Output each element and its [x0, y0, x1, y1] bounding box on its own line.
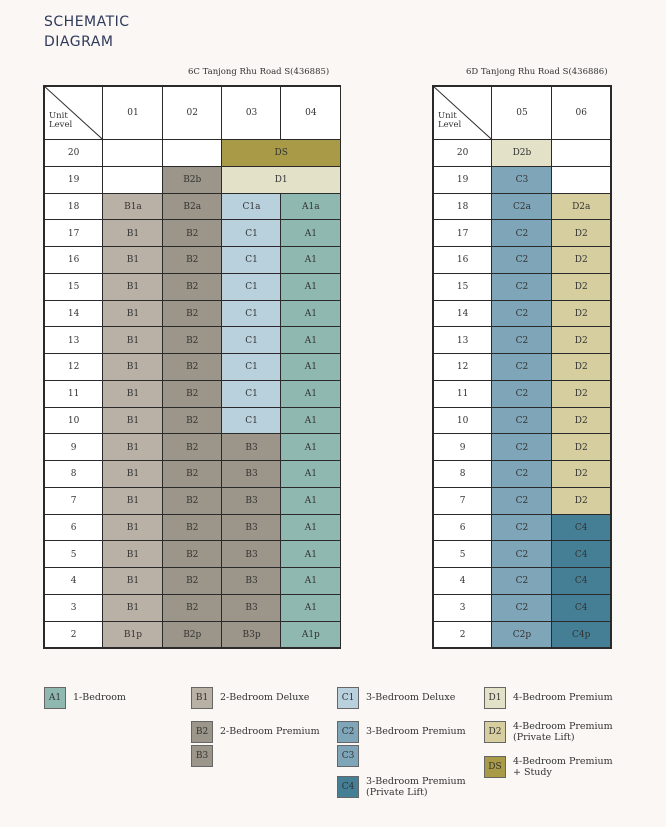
unit-label: Unit	[438, 111, 457, 121]
legend-text-line: + Study	[513, 767, 552, 778]
unit-level-label	[438, 112, 461, 130]
unit-cell[interactable]	[103, 140, 162, 167]
level-number: 12	[44, 354, 103, 381]
unit-cell[interactable]: B2	[163, 274, 222, 301]
unit-cell[interactable]: A1	[281, 595, 340, 622]
unit-cell[interactable]: B2a	[163, 194, 222, 221]
unit-cell[interactable]: C2	[492, 461, 551, 488]
level-number: 17	[44, 220, 103, 247]
unit-cell[interactable]: B3	[222, 541, 281, 568]
unit-cell[interactable]: C2	[492, 247, 551, 274]
legend-swatch: C2	[337, 721, 359, 743]
unit-cell[interactable]: B2	[163, 354, 222, 381]
unit-cell[interactable]: C2	[492, 568, 551, 595]
level-number: 3	[433, 595, 492, 622]
unit-cell[interactable]: C1a	[222, 194, 281, 221]
unit-cell[interactable]: D2	[552, 381, 611, 408]
level-number: 2	[44, 622, 103, 649]
unit-cell[interactable]: B1	[103, 220, 162, 247]
column-header: 02	[163, 86, 222, 140]
unit-cell[interactable]: B1	[103, 434, 162, 461]
legend-text-line: 3-Bedroom Deluxe	[366, 692, 456, 703]
unit-cell[interactable]	[552, 140, 611, 167]
unit-cell[interactable]: C2	[492, 488, 551, 515]
unit-cell[interactable]: A1	[281, 301, 340, 328]
level-number: 6	[44, 515, 103, 542]
legend-swatch: A1	[44, 687, 66, 709]
level-number: 3	[44, 595, 103, 622]
unit-cell[interactable]: D1	[222, 167, 341, 194]
level-number: 6	[433, 515, 492, 542]
legend-swatch: D1	[484, 687, 506, 709]
unit-cell[interactable]: C1	[222, 327, 281, 354]
legend-text-line: 3-Bedroom Premium	[366, 726, 466, 737]
unit-cell[interactable]: B3	[222, 488, 281, 515]
level-number: 7	[44, 488, 103, 515]
level-number: 10	[433, 408, 492, 435]
unit-cell[interactable]: B1	[103, 301, 162, 328]
unit-cell[interactable]: C4	[552, 595, 611, 622]
unit-cell[interactable]: C1	[222, 247, 281, 274]
legend-text-line: 4-Bedroom Premium	[513, 721, 613, 732]
unit-cell[interactable]: B1	[103, 541, 162, 568]
legend-text	[73, 692, 126, 703]
unit-cell[interactable]: A1	[281, 515, 340, 542]
unit-cell[interactable]: B2	[163, 595, 222, 622]
unit-cell[interactable]: B3	[222, 595, 281, 622]
unit-cell[interactable]: C1	[222, 274, 281, 301]
unit-cell[interactable]: A1	[281, 461, 340, 488]
legend-text	[366, 726, 466, 737]
unit-cell[interactable]: B2	[163, 247, 222, 274]
legend-swatch: D2	[484, 721, 506, 743]
unit-cell[interactable]: D2	[552, 408, 611, 435]
level-number: 11	[433, 381, 492, 408]
level-number: 4	[433, 568, 492, 595]
unit-cell[interactable]: C2	[492, 354, 551, 381]
unit-cell[interactable]: A1p	[281, 622, 340, 649]
unit-cell[interactable]: C4	[552, 568, 611, 595]
unit-cell[interactable]: B1	[103, 408, 162, 435]
level-number: 19	[44, 167, 103, 194]
level-label: Level	[49, 120, 73, 130]
unit-cell[interactable]: B1	[103, 381, 162, 408]
unit-cell[interactable]: D2b	[492, 140, 551, 167]
unit-cell[interactable]: B2	[163, 381, 222, 408]
unit-cell[interactable]: C1	[222, 220, 281, 247]
unit-level-label	[49, 112, 72, 130]
unit-cell[interactable]: B3	[222, 461, 281, 488]
legend-swatch: B2	[191, 721, 213, 743]
legend-swatch: C1	[337, 687, 359, 709]
level-number: 14	[433, 301, 492, 328]
unit-cell[interactable]: C1	[222, 354, 281, 381]
unit-cell[interactable]: B2b	[163, 167, 222, 194]
level-number: 2	[433, 622, 492, 649]
unit-cell[interactable]: B1	[103, 327, 162, 354]
title-line: SCHEMATIC	[44, 14, 130, 30]
legend-text-line: 1-Bedroom	[73, 692, 126, 703]
legend-swatch: B1	[191, 687, 213, 709]
unit-cell[interactable]: C2	[492, 327, 551, 354]
legend-text-line: 3-Bedroom Premium	[366, 776, 466, 787]
column-header: 04	[281, 86, 340, 140]
unit-cell[interactable]	[552, 167, 611, 194]
level-number: 5	[433, 541, 492, 568]
level-number: 4	[44, 568, 103, 595]
unit-cell[interactable]: B1a	[103, 194, 162, 221]
legend-text-line: 4-Bedroom Premium	[513, 692, 613, 703]
unit-cell[interactable]: C3	[492, 167, 551, 194]
legend-text-line: 2-Bedroom Premium	[220, 726, 320, 737]
level-number: 5	[44, 541, 103, 568]
legend-swatch: DS	[484, 756, 506, 778]
unit-cell[interactable]: A1	[281, 327, 340, 354]
level-number: 11	[44, 381, 103, 408]
unit-cell[interactable]: B2	[163, 408, 222, 435]
unit-cell[interactable]: C1	[222, 301, 281, 328]
level-number: 15	[433, 274, 492, 301]
column-header: 03	[222, 86, 281, 140]
unit-cell[interactable]: C2p	[492, 622, 551, 649]
unit-cell[interactable]: B2	[163, 515, 222, 542]
unit-cell[interactable]: A1	[281, 434, 340, 461]
level-number: 19	[433, 167, 492, 194]
unit-cell[interactable]: C2a	[492, 194, 551, 221]
level-number: 9	[44, 434, 103, 461]
unit-cell[interactable]: A1	[281, 220, 340, 247]
legend-text	[220, 726, 320, 737]
unit-cell[interactable]: C2	[492, 274, 551, 301]
unit-cell[interactable]: B2p	[163, 622, 222, 649]
unit-level-header	[433, 86, 492, 140]
unit-cell[interactable]: C2	[492, 541, 551, 568]
column-header: 01	[103, 86, 162, 140]
level-number: 7	[433, 488, 492, 515]
unit-cell[interactable]: A1	[281, 568, 340, 595]
unit-cell[interactable]: D2a	[552, 194, 611, 221]
unit-cell[interactable]: C2	[492, 515, 551, 542]
unit-cell[interactable]: A1a	[281, 194, 340, 221]
unit-cell[interactable]: C2	[492, 434, 551, 461]
level-number: 8	[433, 461, 492, 488]
unit-cell[interactable]: B1	[103, 247, 162, 274]
unit-cell[interactable]: A1	[281, 247, 340, 274]
level-number: 18	[433, 194, 492, 221]
unit-cell[interactable]: B3	[222, 568, 281, 595]
unit-cell[interactable]: D2	[552, 274, 611, 301]
unit-cell[interactable]: DS	[222, 140, 341, 167]
unit-cell[interactable]: D2	[552, 434, 611, 461]
level-number: 17	[433, 220, 492, 247]
unit-cell[interactable]: B3p	[222, 622, 281, 649]
unit-cell[interactable]: B2	[163, 461, 222, 488]
unit-cell[interactable]: D2	[552, 247, 611, 274]
unit-cell[interactable]: A1	[281, 488, 340, 515]
unit-cell[interactable]: D2	[552, 220, 611, 247]
level-number: 9	[433, 434, 492, 461]
level-number: 14	[44, 301, 103, 328]
unit-cell[interactable]: B1	[103, 488, 162, 515]
unit-cell[interactable]: A1	[281, 541, 340, 568]
unit-cell[interactable]: B2	[163, 301, 222, 328]
legend-text	[513, 721, 613, 743]
unit-cell[interactable]: B3	[222, 434, 281, 461]
level-number: 8	[44, 461, 103, 488]
column-header: 06	[552, 86, 611, 140]
legend-text	[366, 776, 466, 798]
level-number: 16	[44, 247, 103, 274]
title-line: DIAGRAM	[44, 34, 114, 50]
unit-cell[interactable]	[163, 140, 222, 167]
legend-swatch: C3	[337, 745, 359, 767]
unit-cell[interactable]: C2	[492, 301, 551, 328]
unit-cell[interactable]: C2	[492, 595, 551, 622]
page-title	[44, 12, 130, 52]
unit-cell[interactable]: B1	[103, 461, 162, 488]
unit-cell[interactable]: C1	[222, 408, 281, 435]
level-number: 12	[433, 354, 492, 381]
unit-cell[interactable]: B1	[103, 274, 162, 301]
legend-text	[220, 692, 309, 703]
unit-label: Unit	[49, 111, 68, 121]
unit-cell[interactable]: C4	[552, 541, 611, 568]
unit-cell[interactable]: C2	[492, 408, 551, 435]
unit-cell[interactable]: C4p	[552, 622, 611, 649]
unit-cell[interactable]: B1p	[103, 622, 162, 649]
unit-cell[interactable]: D2	[552, 327, 611, 354]
level-number: 16	[433, 247, 492, 274]
building-label: 6D Tanjong Rhu Road S(436886)	[466, 67, 608, 77]
unit-level-header	[44, 86, 103, 140]
level-number: 13	[433, 327, 492, 354]
unit-cell[interactable]: B1	[103, 568, 162, 595]
level-number: 20	[433, 140, 492, 167]
unit-cell[interactable]: A1	[281, 274, 340, 301]
legend-text	[366, 692, 455, 703]
unit-cell[interactable]: B1	[103, 515, 162, 542]
unit-cell[interactable]: B2	[163, 568, 222, 595]
unit-cell[interactable]: C1	[222, 381, 281, 408]
unit-cell[interactable]: B2	[163, 488, 222, 515]
unit-cell[interactable]: D2	[552, 354, 611, 381]
legend-text-line: (Private Lift)	[366, 787, 428, 798]
unit-cell[interactable]: C4	[552, 515, 611, 542]
level-label: Level	[438, 120, 462, 130]
legend-swatch: B3	[191, 745, 213, 767]
legend-text-line: (Private Lift)	[513, 732, 575, 743]
legend-swatch: C4	[337, 776, 359, 798]
unit-cell[interactable]: A1	[281, 354, 340, 381]
unit-cell[interactable]: D2	[552, 488, 611, 515]
legend-text-line: 2-Bedroom Deluxe	[220, 692, 310, 703]
level-number: 18	[44, 194, 103, 221]
unit-cell[interactable]: B1	[103, 354, 162, 381]
unit-cell[interactable]	[103, 167, 162, 194]
level-number: 15	[44, 274, 103, 301]
unit-cell[interactable]: B1	[103, 595, 162, 622]
unit-cell[interactable]: D2	[552, 301, 611, 328]
unit-cell[interactable]: B2	[163, 434, 222, 461]
legend-text	[513, 756, 613, 778]
unit-cell[interactable]: D2	[552, 461, 611, 488]
legend-text	[513, 692, 613, 703]
unit-cell[interactable]: B2	[163, 220, 222, 247]
unit-cell[interactable]: A1	[281, 381, 340, 408]
building-label: 6C Tanjong Rhu Road S(436885)	[188, 67, 330, 77]
level-number: 13	[44, 327, 103, 354]
legend-text-line: 4-Bedroom Premium	[513, 756, 613, 767]
unit-cell[interactable]: B2	[163, 327, 222, 354]
column-header: 05	[492, 86, 551, 140]
level-number: 10	[44, 408, 103, 435]
unit-cell[interactable]: B2	[163, 541, 222, 568]
unit-cell[interactable]: B3	[222, 515, 281, 542]
unit-cell[interactable]: A1	[281, 408, 340, 435]
unit-cell[interactable]: C2	[492, 220, 551, 247]
level-number: 20	[44, 140, 103, 167]
unit-cell[interactable]: C2	[492, 381, 551, 408]
